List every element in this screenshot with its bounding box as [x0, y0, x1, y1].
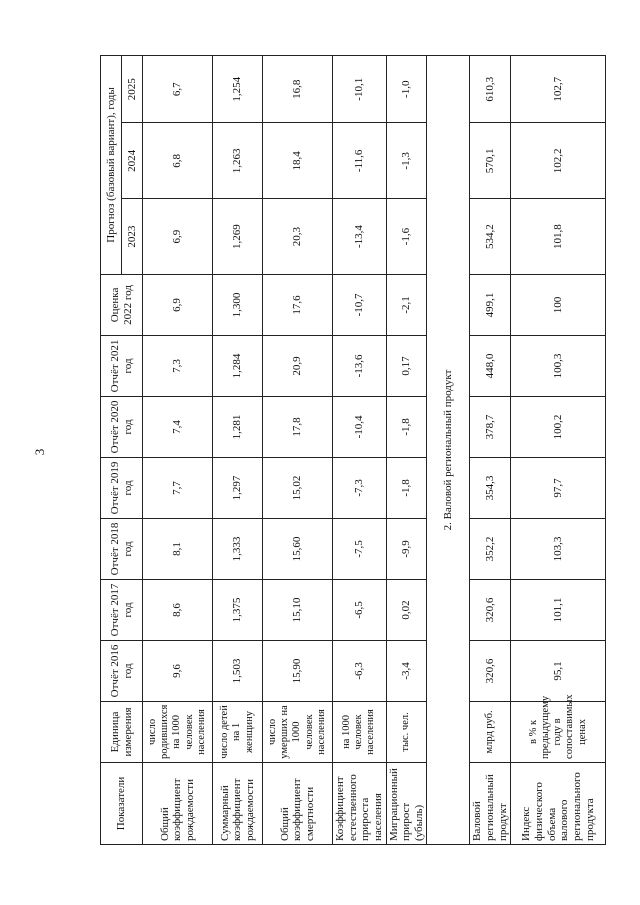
cell: 1,263	[213, 123, 263, 199]
cell: 20,9	[263, 335, 333, 396]
cell: 17,6	[263, 274, 333, 335]
cell: 1,300	[213, 274, 263, 335]
cell: -9,9	[386, 518, 427, 579]
indicators-table	[100, 55, 606, 845]
cell: 18,4	[263, 123, 333, 199]
cell: 100,3	[511, 335, 606, 396]
table-header-row	[101, 56, 122, 845]
cell: -10,4	[333, 396, 387, 457]
cell: 103,3	[511, 518, 606, 579]
cell: 1,503	[213, 640, 263, 701]
cell: 6,7	[143, 56, 213, 123]
row-indicator: Валовой региональный продукт	[470, 762, 511, 844]
cell: 378,7	[470, 396, 511, 457]
table-row	[386, 56, 427, 845]
table-row	[143, 56, 213, 845]
cell: -10,1	[333, 56, 387, 123]
row-unit: число родившихся на 1000 человек населения	[143, 701, 213, 762]
cell: 97,7	[511, 457, 606, 518]
cell: -1,8	[386, 396, 427, 457]
header-report-2019: Отчёт 2019 год	[101, 457, 143, 518]
cell: -11,6	[333, 123, 387, 199]
cell: 15,02	[263, 457, 333, 518]
table-sheet	[100, 55, 596, 845]
cell: 1,281	[213, 396, 263, 457]
cell: 0,17	[386, 335, 427, 396]
cell: -1,0	[386, 56, 427, 123]
header-report-2021: Отчёт 2021 год	[101, 335, 143, 396]
cell: -6,5	[333, 579, 387, 640]
cell: 8,6	[143, 579, 213, 640]
header-year-2025: 2025	[122, 56, 143, 123]
cell: -1,6	[386, 199, 427, 275]
cell: 6,9	[143, 274, 213, 335]
section-title-row	[427, 56, 470, 845]
cell: 1,254	[213, 56, 263, 123]
cell: 1,284	[213, 335, 263, 396]
cell: 499,1	[470, 274, 511, 335]
cell: -10,7	[333, 274, 387, 335]
cell: 570,1	[470, 123, 511, 199]
row-unit: млрд руб.	[470, 701, 511, 762]
cell: 8,1	[143, 518, 213, 579]
row-unit: на 1000 человек населения	[333, 701, 387, 762]
cell: 9,6	[143, 640, 213, 701]
header-report-2017: Отчёт 2017 год	[101, 579, 143, 640]
cell: 100,2	[511, 396, 606, 457]
cell: 1,333	[213, 518, 263, 579]
header-unit: Единица измерения	[101, 701, 143, 762]
header-forecast-group: Прогноз (базовый вариант), годы	[101, 56, 122, 275]
table-row	[470, 56, 511, 845]
cell: 20,3	[263, 199, 333, 275]
cell: 102,7	[511, 56, 606, 123]
header-year-2024: 2024	[122, 123, 143, 199]
cell: 1,297	[213, 457, 263, 518]
cell: -7,3	[333, 457, 387, 518]
rotated-page	[100, 55, 596, 845]
cell: -6,3	[333, 640, 387, 701]
row-indicator: Миграционный прирост (убыль)	[386, 762, 427, 844]
cell: -7,5	[333, 518, 387, 579]
cell: 100	[511, 274, 606, 335]
cell: 354,3	[470, 457, 511, 518]
row-indicator: Общий коэффициент смертности	[263, 762, 333, 844]
header-year-2023: 2023	[122, 199, 143, 275]
table-row	[213, 56, 263, 845]
section-title: 2. Валовой региональный продукт	[427, 56, 470, 845]
header-report-2018: Отчёт 2018 год	[101, 518, 143, 579]
cell: 15,60	[263, 518, 333, 579]
row-unit: тыс. чел.	[386, 701, 427, 762]
header-report-2020: Отчёт 2020 год	[101, 396, 143, 457]
cell: 610,3	[470, 56, 511, 123]
table-row	[333, 56, 387, 845]
cell: 0,02	[386, 579, 427, 640]
cell: 534,2	[470, 199, 511, 275]
cell: 1,269	[213, 199, 263, 275]
cell: -3,4	[386, 640, 427, 701]
cell: 17,8	[263, 396, 333, 457]
cell: 320,6	[470, 579, 511, 640]
table-row	[263, 56, 333, 845]
table-row	[511, 56, 606, 845]
cell: 16,8	[263, 56, 333, 123]
cell: -1,3	[386, 123, 427, 199]
cell: 320,6	[470, 640, 511, 701]
cell: 15,90	[263, 640, 333, 701]
row-indicator: Общий коэффициент рождаемости	[143, 762, 213, 844]
cell: -1,8	[386, 457, 427, 518]
header-report-2016: Отчёт 2016 год	[101, 640, 143, 701]
cell: 7,3	[143, 335, 213, 396]
row-unit: число умерших на 1000 человек населения	[263, 701, 333, 762]
row-indicator: Суммарный коэффициент рождаемости	[213, 762, 263, 844]
cell: -13,6	[333, 335, 387, 396]
cell: 101,1	[511, 579, 606, 640]
row-unit: число детей на 1 женщину	[213, 701, 263, 762]
cell: 7,7	[143, 457, 213, 518]
cell: 1,375	[213, 579, 263, 640]
cell: 6,8	[143, 123, 213, 199]
cell: 448,0	[470, 335, 511, 396]
page-number: 3	[32, 448, 47, 456]
cell: 95,1	[511, 640, 606, 701]
cell: 101,8	[511, 199, 606, 275]
header-indicator: Показатели	[101, 762, 143, 844]
row-unit: в % к предыдущему году в сопоставимых ценах	[511, 701, 606, 762]
cell: -13,4	[333, 199, 387, 275]
row-indicator: Коэффициент естественного прироста населения	[333, 762, 387, 844]
header-estimate-2022: Оценка 2022 год	[101, 274, 143, 335]
cell: 102,2	[511, 123, 606, 199]
cell: 7,4	[143, 396, 213, 457]
row-indicator: Индекс физического объема валового регионального продукта	[511, 762, 606, 844]
cell: -2,1	[386, 274, 427, 335]
cell: 6,9	[143, 199, 213, 275]
cell: 15,10	[263, 579, 333, 640]
cell: 352,2	[470, 518, 511, 579]
